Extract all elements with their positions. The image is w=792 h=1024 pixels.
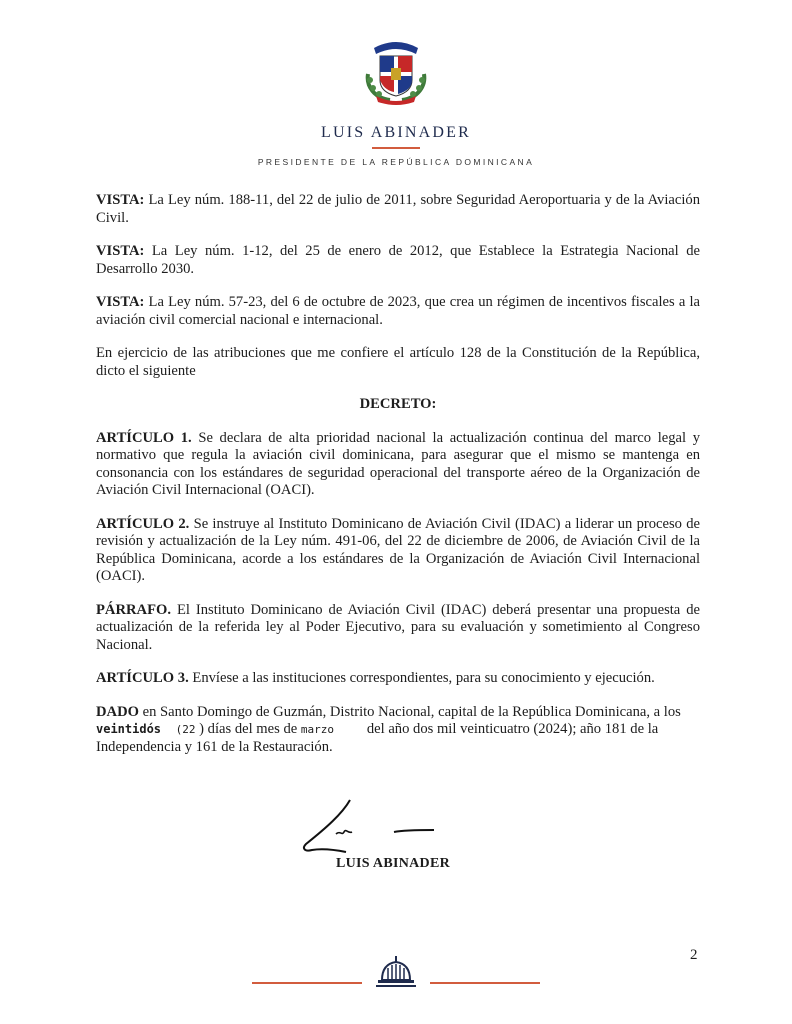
- article-1: [96, 430, 700, 500]
- decreto-heading: DECRETO:: [359, 396, 437, 412]
- article-label: ARTÍCULO 1.: [96, 429, 192, 446]
- vista-text: La Ley núm. 57-23, del 6 de octubre de 2023, que crea un régimen de incentivos fiscales a la aviación civil comercial nacional e internacional.: [96, 294, 700, 328]
- palace-dome-icon: [374, 954, 418, 990]
- day-number: (22: [175, 723, 196, 736]
- dado-label: DADO: [96, 703, 139, 720]
- article-text: Se declara de alta prioridad nacional la actualización continua del marco legal y normativo que regula la aviación civil dominicana, para asegurar que el mismo se mantenga en consonancia con los estándares de seguridad operacional del transporte aéreo de la Organización de Aviación Civil Internacional (OACI).: [96, 429, 700, 498]
- header-divider: [372, 147, 420, 149]
- president-name: LUIS ABINADER: [321, 124, 471, 141]
- month-name: marzo: [300, 723, 334, 736]
- coat-of-arms-icon: [360, 34, 432, 106]
- footer-divider-right: [430, 982, 540, 984]
- article-3: [96, 670, 700, 688]
- article-text: Envíese a las instituciones correspondientes, para su conocimiento y ejecución.: [188, 670, 655, 686]
- decree-body: [96, 192, 700, 772]
- president-title: PRESIDENTE DE LA REPÚBLICA DOMINICANA: [257, 157, 535, 167]
- vista-label: VISTA:: [96, 294, 145, 310]
- article-label: ARTÍCULO 3.: [96, 670, 189, 686]
- day-in-words: veintidós: [96, 722, 162, 736]
- dado-text: del año dos mil veinticuatro (2024); año 181 de la Independencia y 161 de la Restauración.: [96, 721, 659, 755]
- article-2: [96, 516, 700, 586]
- vista-paragraph-2: [96, 243, 700, 278]
- ejercicio-paragraph: En ejercicio de las atribuciones que me confiere el artículo 128 de la Constitución de la República, dicto el siguiente: [96, 345, 700, 379]
- vista-label: VISTA:: [96, 243, 145, 259]
- parrafo-label: PÁRRAFO.: [96, 601, 171, 618]
- vista-text: La Ley núm. 1-12, del 25 de enero de 2012, que Establece la Estrategia Nacional de Desarrollo 2030.: [96, 243, 700, 277]
- article-text: Se instruye al Instituto Dominicano de Aviación Civil (IDAC) a liderar un proceso de revisión y actualización de la Ley núm. 491-06, del 22 de diciembre de 2006, de Aviación Civil de la República Dominicana, acorde a los estándares de la Organización de Aviación Civil Internacional (OACI).: [96, 515, 700, 584]
- vista-label: VISTA:: [96, 192, 145, 208]
- parrafo: [96, 602, 700, 655]
- page-number: 2: [690, 947, 698, 963]
- vista-paragraph-1: [96, 192, 700, 227]
- dado-text: en Santo Domingo de Guzmán, Distrito Nacional, capital de la República Dominicana, a los: [138, 703, 681, 720]
- dado-text: ) días del mes de: [195, 721, 301, 737]
- vista-paragraph-3: [96, 294, 700, 329]
- handwritten-signature-icon: [296, 794, 446, 864]
- signer-name: LUIS ABINADER: [336, 856, 450, 871]
- dado-paragraph: [96, 704, 700, 757]
- footer-divider-left: [252, 982, 362, 984]
- vista-text: La Ley núm. 188-11, del 22 de julio de 2011, sobre Seguridad Aeroportuaria y de la Aviación Civil.: [96, 192, 700, 226]
- parrafo-text: El Instituto Dominicano de Aviación Civil (IDAC) deberá presentar una propuesta de actualización de la referida ley al Poder Ejecutivo, para su evaluación y sometimiento al Congreso Nacional.: [96, 601, 700, 653]
- article-label: ARTÍCULO 2.: [96, 515, 190, 532]
